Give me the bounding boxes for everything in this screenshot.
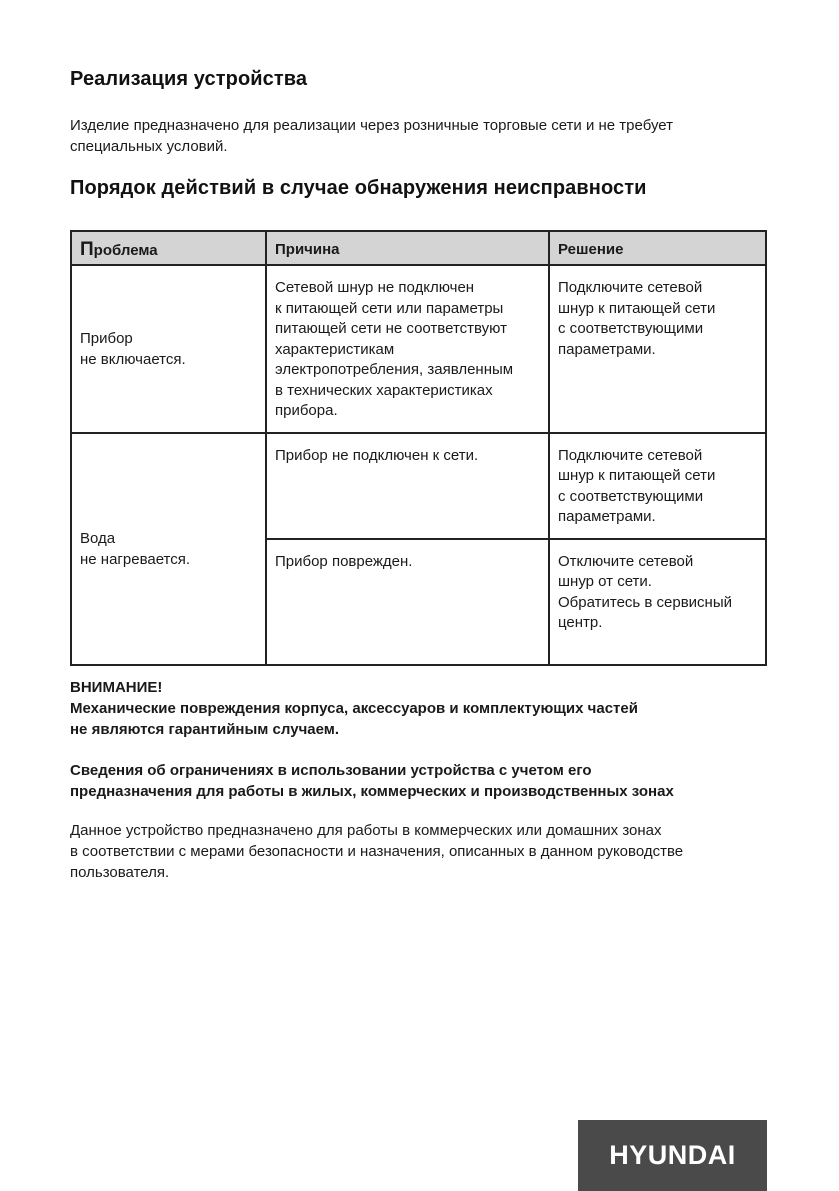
table-header-row xyxy=(71,231,766,265)
usage-title: Сведения об ограничениях в использовании устройства с учетом его предназначения для работы в жилых, коммерческих и производственных зонах xyxy=(70,762,674,800)
table-row xyxy=(71,433,766,539)
cause-cell: Прибор поврежден. xyxy=(266,539,549,665)
section-title-troubleshooting: Порядок действий в случае обнаружения неисправности xyxy=(70,177,647,199)
header-problem: Проблема xyxy=(71,231,266,265)
cause-cell: Прибор не подключен к сети. xyxy=(266,433,549,539)
solution-cell: Отключите сетевой шнур от сети. Обратитесь в сервисный центр. xyxy=(549,539,766,665)
table-row xyxy=(71,265,766,433)
header-solution: Решение xyxy=(549,231,766,265)
solution-cell: Подключите сетевой шнур к питающей сети с соответствующими параметрами. xyxy=(549,433,766,539)
problem-cell: Вода не нагревается. xyxy=(71,433,266,665)
section-title-sale: Реализация устройства xyxy=(70,68,308,90)
warning-title: ВНИМАНИЕ! xyxy=(70,679,163,696)
solution-cell: Подключите сетевой шнур к питающей сети с соответствующими параметрами. xyxy=(549,265,766,433)
hyundai-logo: HYUNDAI xyxy=(578,1120,767,1191)
warning-block: ВНИМАНИЕ! Механические повреждения корпуса, аксессуаров и комплектующих частей не являются гарантийным случаем. xyxy=(70,679,638,738)
troubleshooting-table xyxy=(70,230,767,666)
usage-text: Данное устройство предназначено для работы в коммерческих или домашних зонах в соответствии с мерами безопасности и назначения, описанных в данном руководстве пользователя. xyxy=(70,822,684,881)
section-text-sale: Изделие предназначено для реализации через розничные торговые сети и не требует специальных условий. xyxy=(70,117,673,155)
cause-cell: Сетевой шнур не подключен к питающей сети или параметры питающей сети не соответствуют характеристикам электропотребления, заявленным в технических характеристиках прибора. xyxy=(266,265,549,433)
header-cause: Причина xyxy=(266,231,549,265)
problem-cell: Прибор не включается. xyxy=(71,265,266,433)
